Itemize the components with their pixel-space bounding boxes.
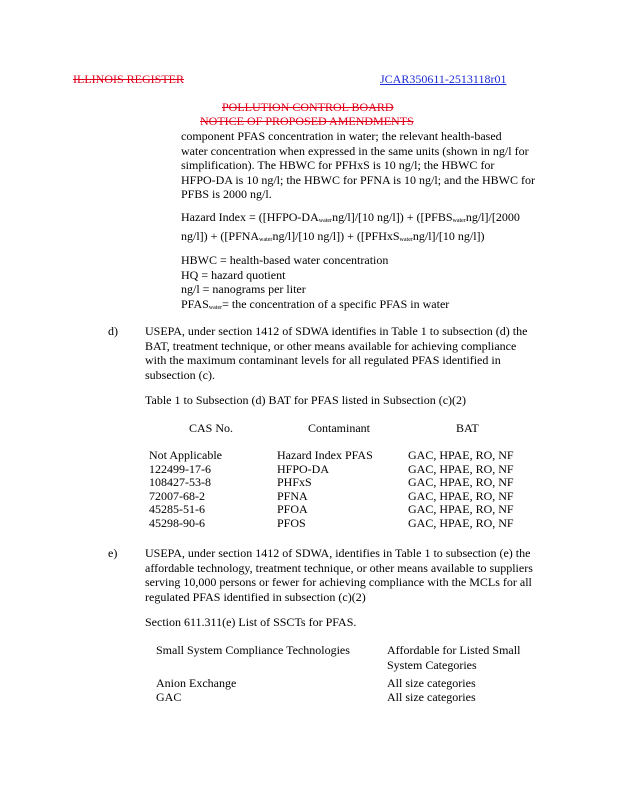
table-row: 108427-53-8 PHFxS GAC, HPAE, RO, NF bbox=[149, 476, 514, 489]
definition-item: HQ = hazard quotient bbox=[181, 267, 286, 282]
section-e-line: affordable technology, treatment technique, or other means available to suppliers bbox=[145, 560, 533, 575]
section-e-line: USEPA, under section 1412 of SDWA, identifies in Table 1 to subsection (e) the bbox=[145, 546, 531, 560]
table1-body bbox=[149, 449, 518, 530]
section-e-label: e) bbox=[108, 546, 118, 560]
intro-line: HFPO-DA is 10 ng/l; the HBWC for PFNA is 10 ng/l; and the HBWC for bbox=[181, 172, 536, 187]
board-title: POLLUTION CONTROL BOARD bbox=[222, 100, 394, 114]
table-row: 72007-68-2 PFNA GAC, HPAE, RO, NF bbox=[149, 489, 514, 503]
table-row: 122499-17-6 HFPO-DA GAC, HPAE, RO, NF bbox=[149, 462, 514, 476]
definition-item: ng/l = nanograms per liter bbox=[181, 282, 306, 296]
section-e-line: regulated PFAS identified in subsection (c)(2) bbox=[145, 589, 366, 604]
table1-header-contaminant: Contaminant bbox=[308, 421, 370, 435]
table2-header-left: Small System Compliance Technologies bbox=[156, 643, 350, 657]
table-row: 45298-90-6 PFOS GAC, HPAE, RO, NF bbox=[149, 516, 514, 530]
intro-line: water concentration when expressed in the same units (shown in ng/l for bbox=[181, 143, 529, 158]
definition-item: HBWC = health-based water concentration bbox=[181, 253, 389, 267]
intro-paragraph bbox=[181, 129, 535, 202]
section-d-label: d) bbox=[108, 324, 118, 338]
section-d-line: subsection (c). bbox=[145, 367, 215, 382]
jcar-code: JCAR350611-2513118r01 bbox=[380, 72, 507, 86]
intro-line: PFBS is 2000 ng/l. bbox=[181, 187, 272, 201]
definition-item: $PFAS_{water}=$ the concentration of a specific PFAS in water bbox=[181, 296, 450, 311]
formula-line-1: Hazard Index = ($[HFPO-DA_{water}ng/l]/[10$ $ng/l]) + ([PFBS_{water}ng/l]/[2000$ bbox=[181, 210, 520, 224]
definitions-list bbox=[181, 253, 449, 315]
register-header: ILLINOIS REGISTER bbox=[73, 72, 184, 86]
table1-caption: Table 1 to Subsection (d) BAT for PFAS listed in Subsection (c)(2) bbox=[145, 393, 467, 407]
section-e-text bbox=[145, 546, 533, 604]
table2-header-right: Affordable for Listed Small System Categories bbox=[387, 643, 521, 672]
table-row: 45285-51-6 PFOA GAC, HPAE, RO, NF bbox=[149, 503, 514, 516]
notice-title: NOTICE OF PROPOSED AMENDMENTS bbox=[200, 114, 414, 128]
table-row: Not Applicable Hazard Index PFAS GAC, HPAE, RO, NF bbox=[149, 449, 514, 462]
formula-line-2: $ng/l]) + ([PFNA_{water}ng/l]/[10$ ng/l]) + ([PFHxS$_{water}$ng/l]/[10 ng/l]) bbox=[181, 228, 485, 243]
table2-body bbox=[156, 677, 481, 704]
section-e-line: serving 10,000 persons or fewer for achieving compliance with the MCLs for all bbox=[145, 575, 532, 589]
section-d-line: with the maximum contaminant levels for all regulated PFAS identified in bbox=[145, 353, 501, 367]
section-d-line: USEPA, under section 1412 of SDWA identifies in Table 1 to subsection (d) the bbox=[145, 324, 528, 338]
table1-header-bat: BAT bbox=[456, 421, 479, 435]
table-row: Anion Exchange All size categories bbox=[156, 677, 476, 690]
table-row: GAC All size categories bbox=[156, 690, 476, 704]
section-d-line: BAT, treatment technique, or other means available for achieving compliance bbox=[145, 338, 517, 353]
section-d-text bbox=[145, 324, 527, 382]
table1-header-cas: CAS No. bbox=[189, 421, 234, 435]
intro-line: component PFAS concentration in water; the relevant health-based bbox=[181, 129, 502, 143]
table2-caption: Section 611.311(e) List of SSCTs for PFAS. bbox=[145, 615, 357, 629]
intro-line: simplification). The HBWC for PFHxS is 10 ng/l; the HBWC for bbox=[181, 158, 495, 172]
hazard-index-formula bbox=[181, 210, 520, 247]
